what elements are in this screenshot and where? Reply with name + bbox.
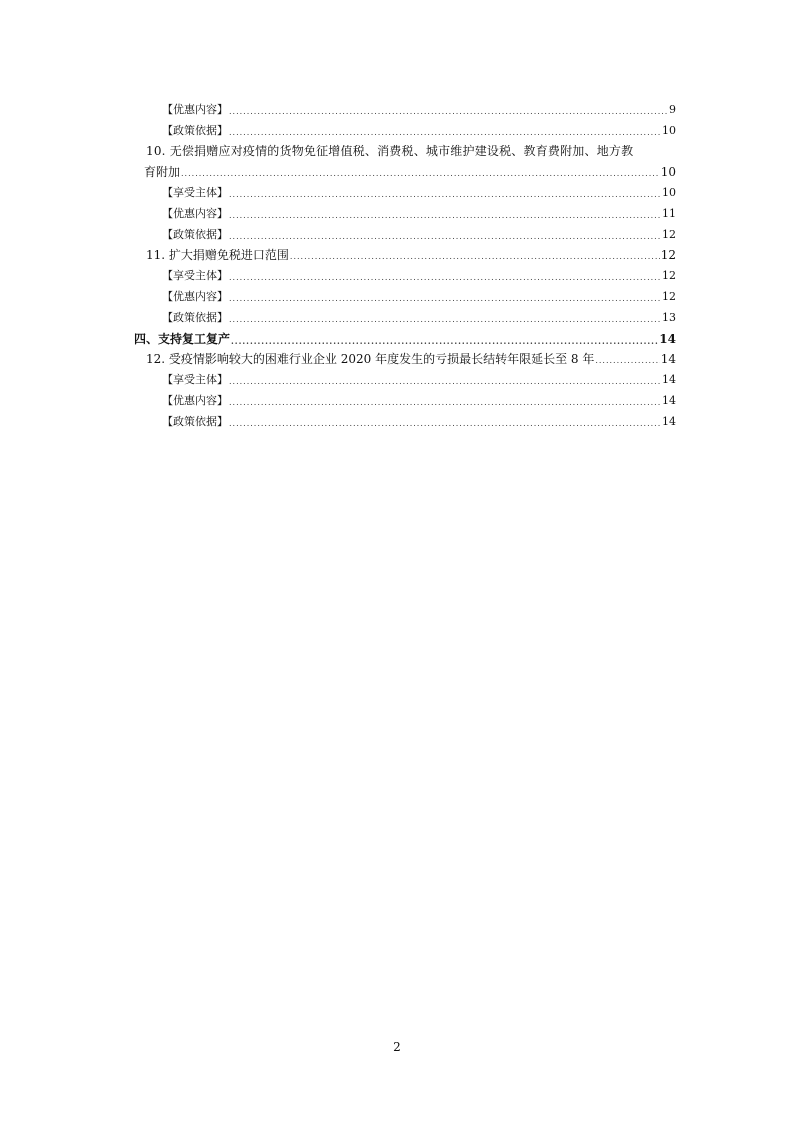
toc-entry[interactable] bbox=[120, 117, 676, 138]
toc-page-number: 14 bbox=[662, 393, 676, 407]
toc-entry[interactable] bbox=[120, 304, 676, 325]
toc-entry[interactable] bbox=[120, 221, 676, 242]
dot-leader bbox=[290, 252, 660, 262]
toc-page-number: 9 bbox=[669, 102, 676, 116]
toc-entry[interactable] bbox=[120, 283, 676, 304]
dot-leader bbox=[229, 273, 661, 283]
toc-entry[interactable] bbox=[120, 366, 676, 387]
toc-page-number: 14 bbox=[662, 414, 676, 428]
dot-leader bbox=[229, 398, 661, 408]
toc-entry[interactable] bbox=[120, 346, 676, 367]
toc-entry[interactable] bbox=[120, 387, 676, 408]
toc-entry-label-line1: 10. 无偿捐赠应对疫情的货物免征增值税、消费税、城市维护建设税、教育费附加、地方教 bbox=[146, 144, 634, 159]
table-of-contents bbox=[120, 96, 676, 429]
toc-entry-label: 【优惠内容】 bbox=[162, 102, 228, 116]
toc-entry[interactable] bbox=[120, 179, 676, 200]
toc-page-number: 10 bbox=[660, 165, 676, 180]
toc-entry-label: 四、支持复工复产 bbox=[134, 331, 231, 346]
toc-entry-label: 【政策依据】 bbox=[162, 227, 228, 241]
toc-entry-label: 【优惠内容】 bbox=[162, 289, 228, 303]
toc-page-number: 14 bbox=[662, 373, 676, 387]
toc-entry[interactable] bbox=[120, 200, 676, 221]
dot-leader bbox=[181, 169, 660, 179]
dot-leader bbox=[229, 294, 661, 304]
toc-entry-label: 【政策依据】 bbox=[162, 414, 228, 428]
toc-entry-label: 【享受主体】 bbox=[162, 269, 228, 283]
dot-leader bbox=[229, 419, 661, 429]
toc-page-number: 10 bbox=[662, 185, 676, 199]
dot-leader bbox=[229, 377, 661, 387]
dot-leader bbox=[595, 356, 659, 366]
dot-leader bbox=[231, 336, 658, 346]
toc-entry-label: 【政策依据】 bbox=[162, 310, 228, 324]
dot-leader bbox=[229, 211, 661, 221]
toc-entry[interactable] bbox=[120, 138, 676, 180]
page-number: 2 bbox=[393, 1040, 401, 1054]
toc-entry-label: 【优惠内容】 bbox=[162, 206, 228, 220]
toc-entry[interactable] bbox=[120, 408, 676, 429]
toc-entry-label: 【享受主体】 bbox=[162, 185, 228, 199]
toc-entry-label: 12. 受疫情影响较大的困难行业企业 2020 年度发生的亏损最长结转年限延长至 8 年 bbox=[146, 352, 595, 367]
toc-page-number: 12 bbox=[662, 289, 676, 303]
dot-leader bbox=[229, 128, 661, 138]
dot-leader bbox=[229, 107, 668, 117]
toc-entry[interactable] bbox=[120, 262, 676, 283]
toc-entry-label: 【政策依据】 bbox=[162, 123, 228, 137]
toc-entry[interactable] bbox=[120, 96, 676, 117]
toc-page-number: 14 bbox=[660, 352, 676, 367]
toc-entry-label: 11. 扩大捐赠免税进口范围 bbox=[146, 248, 289, 263]
dot-leader bbox=[229, 232, 661, 242]
toc-page-number: 10 bbox=[662, 123, 676, 137]
dot-leader bbox=[229, 190, 661, 200]
toc-page-number: 13 bbox=[662, 310, 676, 324]
toc-entry-label-line2: 育附加 bbox=[144, 165, 181, 180]
toc-page-number: 12 bbox=[662, 227, 676, 241]
toc-page-number: 14 bbox=[659, 331, 676, 346]
toc-entry-continuation bbox=[120, 158, 676, 179]
toc-entry[interactable] bbox=[120, 242, 676, 263]
toc-page-number: 12 bbox=[662, 269, 676, 283]
toc-entry-label: 【优惠内容】 bbox=[162, 393, 228, 407]
toc-section-heading[interactable] bbox=[120, 325, 676, 346]
toc-page-number: 12 bbox=[660, 248, 676, 263]
dot-leader bbox=[229, 315, 661, 325]
toc-page-number: 11 bbox=[662, 206, 676, 220]
toc-entry-label: 【享受主体】 bbox=[162, 373, 228, 387]
